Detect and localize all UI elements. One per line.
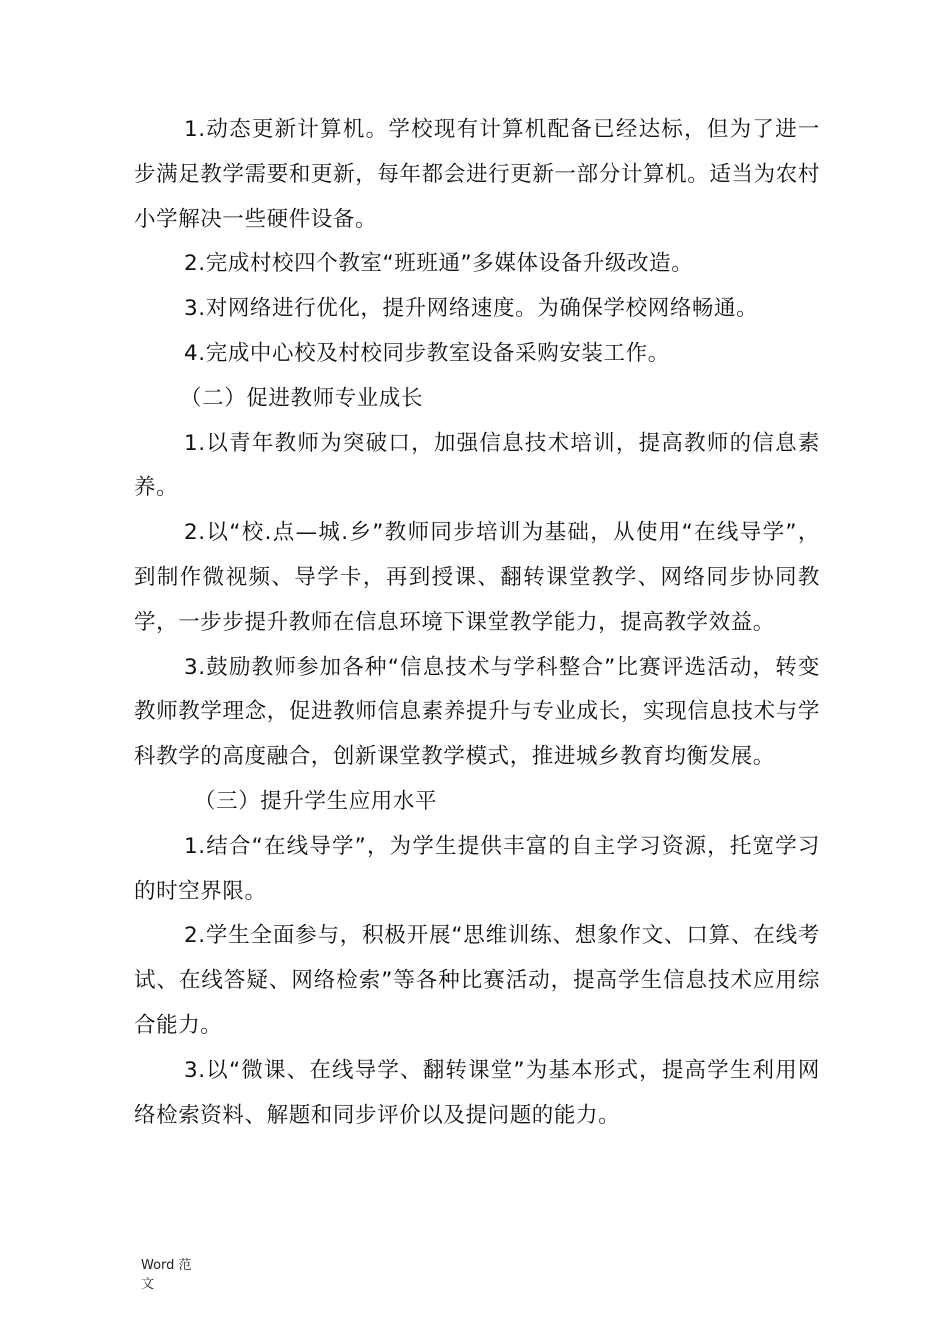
paragraph-sync-training: 2.以“校.点—城.乡”教师同步培训为基础，从使用“在线导学”，到制作微视频、导学卡，再到授课、翻转课堂教学、网络同步协同教学，一步步提升教师在信息环境下课堂教学能力，提高教学效益。 <box>134 520 820 635</box>
footer-label: Word 范文 <box>141 1258 192 1292</box>
paragraph-network-optimization: 3.对网络进行优化，提升网络速度。为确保学校网络畅通。 <box>184 296 759 322</box>
paragraph-student-activities: 2.学生全面参与，积极开展“思维训练、想象作文、口算、在线考试、在线答疑、网络检索”等各种比赛活动，提高学生信息技术应用综合能力。 <box>134 923 820 1038</box>
paragraph-micro-lessons: 3.以“微课、在线导学、翻转课堂”为基本形式，提高学生利用网络检索资料、解题和同步评价以及提问题的能力。 <box>134 1057 820 1128</box>
section-heading-student-application: （三）提升学生应用水平 <box>194 788 438 814</box>
paragraph-sync-classroom: 4.完成中心校及村校同步教室设备采购安装工作。 <box>184 340 670 366</box>
paragraph-hardware-computers: 1.动态更新计算机。学校现有计算机配备已经达标，但为了进一步满足教学需要和更新，每年都会进行更新一部分计算机。适当为农村小学解决一些硬件设备。 <box>134 117 820 232</box>
document-body <box>134 108 820 1138</box>
paragraph-classroom-upgrade: 2.完成村校四个教室“班班通”多媒体设备升级改造。 <box>184 251 694 277</box>
section-heading-teacher-growth: （二）促进教师专业成长 <box>180 385 424 411</box>
paragraph-online-learning: 1.结合“在线导学”，为学生提供丰富的自主学习资源，托宽学习的时空界限。 <box>134 833 820 904</box>
paragraph-competitions: 3.鼓励教师参加各种“信息技术与学科整合”比赛评选活动，转变教师教学理念，促进教师信息素养提升与专业成长，实现信息技术与学科教学的高度融合，创新课堂教学模式，推进城乡教育均衡发展。 <box>134 654 820 770</box>
paragraph-young-teachers: 1.以青年教师为突破口，加强信息技术培训，提高教师的信息素养。 <box>134 430 820 501</box>
